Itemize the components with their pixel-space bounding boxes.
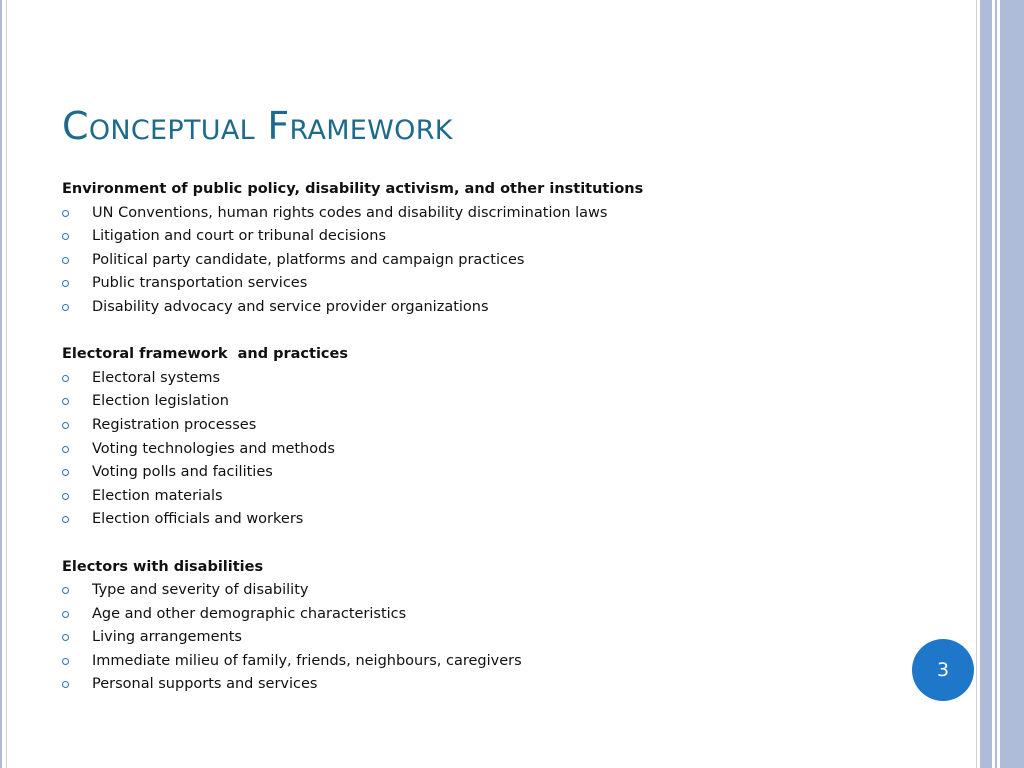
- bullet-circle-icon: [62, 681, 69, 688]
- list-item-text: Election materials: [92, 487, 223, 504]
- page-number-badge: 3: [912, 639, 974, 701]
- right-border-stripes: [976, 0, 1024, 768]
- section-heading: Electors with disabilities: [62, 558, 264, 575]
- bullet-circle-icon: [62, 469, 69, 476]
- bullet-circle-icon: [62, 422, 69, 429]
- list-item-text: Immediate milieu of family, friends, neighbours, caregivers: [92, 652, 522, 669]
- list-item-text: Voting polls and facilities: [92, 464, 273, 481]
- section-spacer: [62, 532, 942, 556]
- list-item-text: Voting technologies and methods: [92, 440, 335, 457]
- slide-content: [62, 178, 942, 697]
- list-item-text: Election officials and workers: [92, 511, 304, 528]
- list-item: [62, 438, 942, 462]
- list-item-text: Age and other demographic characteristics: [92, 605, 407, 622]
- bullet-circle-icon: [62, 516, 69, 523]
- list-item-text: Personal supports and services: [92, 676, 318, 693]
- list-item: [62, 603, 942, 627]
- section-heading: Electoral framework and practices: [62, 346, 348, 363]
- bullet-circle-icon: [62, 493, 69, 500]
- list-item: [62, 485, 942, 509]
- bullet-circle-icon: [62, 658, 69, 665]
- list-item-text: Political party candidate, platforms and campaign practices: [92, 251, 525, 268]
- bullet-circle-icon: [62, 257, 69, 264]
- left-border-decoration: [0, 0, 6, 768]
- section-electors: [62, 556, 942, 698]
- bullet-circle-icon: [62, 611, 69, 618]
- bullet-circle-icon: [62, 634, 69, 641]
- list-item: [62, 202, 942, 226]
- list-item-text: Litigation and court or tribunal decisions: [92, 228, 387, 245]
- list-item: [62, 579, 942, 603]
- list-item: [62, 650, 942, 674]
- list-item: [62, 367, 942, 391]
- section-spacer: [62, 320, 942, 344]
- list-item: [62, 249, 942, 273]
- section-heading: Environment of public policy, disability activism, and other institutions: [62, 181, 644, 197]
- list-item: [62, 225, 942, 249]
- list-item-text: Living arrangements: [92, 629, 242, 646]
- list-item: [62, 673, 942, 697]
- list-item: [62, 390, 942, 414]
- list-item: [62, 461, 942, 485]
- list-item-text: Registration processes: [92, 416, 257, 433]
- list-item: [62, 626, 942, 650]
- list-item: [62, 272, 942, 296]
- bullet-circle-icon: [62, 304, 69, 311]
- list-item-text: Public transportation services: [92, 275, 308, 292]
- list-item-text: Type and severity of disability: [92, 582, 309, 599]
- bullet-circle-icon: [62, 587, 69, 594]
- list-item-text: Electoral systems: [92, 369, 221, 386]
- section-electoral-framework: [62, 343, 942, 532]
- bullet-circle-icon: [62, 398, 69, 405]
- list-item: [62, 414, 942, 438]
- bullet-circle-icon: [62, 280, 69, 287]
- list-item: [62, 296, 942, 320]
- bullet-list: [62, 367, 942, 532]
- bullet-list: [62, 579, 942, 697]
- bullet-circle-icon: [62, 375, 69, 382]
- list-item-text: Disability advocacy and service provider organizations: [92, 298, 489, 315]
- bullet-circle-icon: [62, 210, 69, 217]
- slide-title: Conceptual Framework: [62, 104, 453, 148]
- bullet-list: [62, 202, 942, 320]
- list-item: [62, 508, 942, 532]
- bullet-circle-icon: [62, 233, 69, 240]
- list-item-text: Election legislation: [92, 393, 229, 410]
- section-environment: [62, 178, 942, 320]
- list-item-text: UN Conventions, human rights codes and disability discrimination laws: [92, 204, 608, 221]
- bullet-circle-icon: [62, 446, 69, 453]
